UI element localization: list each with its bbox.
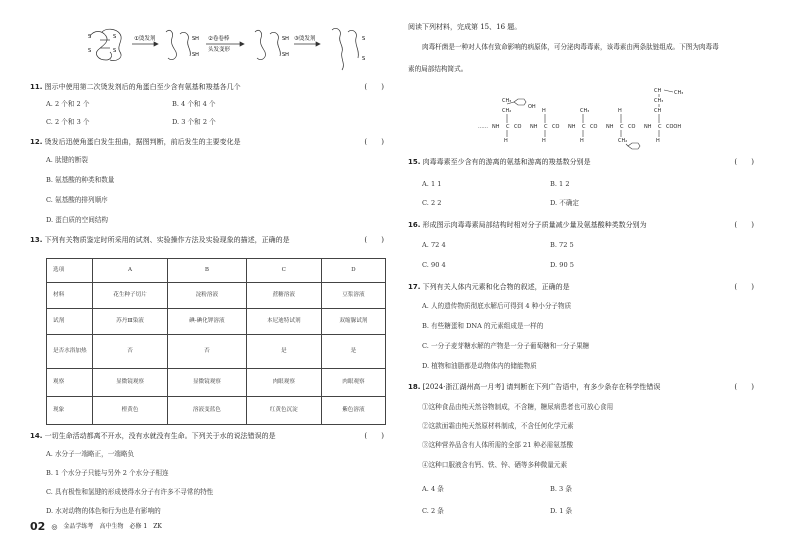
- question-text: 一切生命活动都离不开水，没有水就没有生命。下列关于水的说法错误的是: [44, 432, 276, 440]
- svg-text:NH: NH: [606, 124, 614, 130]
- svg-text:H: H: [580, 138, 584, 144]
- svg-text:CO: CO: [514, 124, 522, 130]
- step3-label: ③烫发剂: [294, 36, 316, 42]
- table-header-cell: B: [168, 259, 247, 283]
- page-footer: [30, 520, 162, 534]
- option-b[interactable]: B. 氨基酸的种类和数量: [46, 176, 115, 184]
- subject-label: 高中生物: [99, 523, 124, 531]
- table-cell: 观察: [47, 369, 93, 397]
- question-text: 图示中使用第二次烫发剂后的角蛋白至少含有氨基和羧基各几个: [44, 83, 241, 91]
- svg-text:CO: CO: [628, 124, 636, 130]
- table-header-cell: C: [246, 259, 321, 283]
- table-cell: 碘-碘化钾溶液: [168, 309, 247, 335]
- svg-text:C: C: [582, 124, 586, 130]
- svg-text:C: C: [658, 124, 662, 130]
- question-number: 15.: [408, 158, 421, 166]
- botulinum-structure-diagram: [478, 88, 748, 152]
- table-cell: 现象: [47, 397, 93, 425]
- svg-text:CH₂: CH₂: [618, 138, 628, 144]
- answer-bracket: ( ): [364, 236, 390, 244]
- step1-label: ①烫发剂: [134, 36, 156, 42]
- answer-bracket: ( ): [364, 138, 390, 146]
- table-cell: 淀粉溶液: [168, 283, 247, 309]
- s-label: S: [88, 34, 92, 40]
- table-cell: 橙黄色: [93, 397, 168, 425]
- svg-text:C: C: [620, 124, 624, 130]
- table-row: [47, 335, 386, 369]
- option-b[interactable]: B. 1 2: [550, 180, 570, 188]
- s-label: S: [362, 36, 366, 42]
- table-cell: 是: [246, 335, 321, 369]
- question-text: 肉毒毒素至少含有的游离的氨基和游离的羧基数分别是: [422, 158, 591, 166]
- option-c[interactable]: C. 具有极性和氢键的形成使得水分子有许多不寻常的特性: [46, 488, 214, 496]
- question-number: 14.: [30, 432, 43, 440]
- svg-text:NH: NH: [644, 124, 652, 130]
- table-cell: 苏丹Ⅲ染液: [93, 309, 168, 335]
- sh-label: SH: [192, 52, 199, 58]
- option-c[interactable]: C. 2 个和 3 个: [46, 118, 90, 126]
- logo-icon: ◎: [51, 522, 58, 531]
- passage-text: 素的局部结构简式。: [408, 65, 468, 73]
- option-d[interactable]: D. 3 个和 2 个: [172, 118, 216, 126]
- option-c[interactable]: C. 90 4: [422, 261, 446, 269]
- table-cell: 紫色溶液: [321, 397, 385, 425]
- option-b[interactable]: B. 72 5: [550, 241, 574, 249]
- hair-keratin-diagram: [80, 18, 380, 78]
- svg-text:CH₃: CH₃: [654, 98, 664, 104]
- option-a[interactable]: A. 72 4: [422, 241, 446, 249]
- svg-text:CH₃: CH₃: [580, 108, 590, 114]
- question-16: [408, 221, 758, 230]
- option-d[interactable]: D. 水对动物的体色和行为也是有影响的: [46, 507, 161, 515]
- option-c[interactable]: C. 2 2: [422, 199, 442, 207]
- step2-label: ②卷卷棒: [208, 36, 230, 42]
- svg-text:CH₃: CH₃: [502, 98, 512, 104]
- table-cell: 双缩脲试剂: [321, 309, 385, 335]
- answer-bracket: ( ): [734, 158, 760, 166]
- option-b[interactable]: B. 有些糖蛋和 DNA 的元素组成是一样的: [422, 322, 544, 330]
- question-number: 17.: [408, 283, 421, 291]
- table-cell: 否: [168, 335, 247, 369]
- statement-item: ④这种口服液含有钙、铁、锌、硒等多种微量元素: [422, 461, 568, 469]
- question-12: [30, 138, 390, 147]
- reading-intro: 阅读下列材料，完成第 15、16 题。: [408, 23, 522, 31]
- svg-text:CH₂: CH₂: [502, 108, 512, 114]
- option-c[interactable]: C. 氨基酸的排列顺序: [46, 196, 108, 204]
- table-cell: 肉眼观察: [321, 369, 385, 397]
- brand-name: 金品学练考: [63, 523, 94, 531]
- question-text: 形成图示肉毒毒素局部结构时相对分子质量减少量及氨基酸种类数分别为: [422, 221, 647, 229]
- question-number: 12.: [30, 138, 43, 146]
- table-header-cell: 选项: [47, 259, 93, 283]
- svg-text:H: H: [542, 108, 546, 114]
- question-text: 下列有关人体内元素和化合物的叙述，正确的是: [422, 283, 570, 291]
- svg-text:CH: CH: [654, 88, 662, 94]
- table-cell: 溶液变蓝色: [168, 397, 247, 425]
- table-header-cell: D: [321, 259, 385, 283]
- table-cell: 材料: [47, 283, 93, 309]
- passage-text: 肉毒杆菌是一种对人体有致命影响的病原体，可分泌肉毒毒素，该毒素由两条肽链组成。下图为肉毒毒: [422, 43, 719, 51]
- table-row: [47, 397, 386, 425]
- table-cell: 花生种子切片: [93, 283, 168, 309]
- svg-text:H: H: [542, 138, 546, 144]
- question-11: [30, 83, 390, 92]
- statement-item: ①这种食品由纯天然谷物制成，不含糖，糖尿病患者也可放心食用: [422, 403, 614, 411]
- answer-bracket: ( ): [364, 432, 390, 440]
- table-cell: 豆浆溶液: [321, 283, 385, 309]
- svg-text:C: C: [506, 124, 510, 130]
- version-label: ZK: [153, 523, 162, 531]
- svg-text:H: H: [656, 138, 660, 144]
- option-a[interactable]: A. 肽键的断裂: [46, 156, 88, 164]
- option-d[interactable]: D. 1 条: [550, 507, 573, 515]
- svg-text:H: H: [618, 108, 622, 114]
- statement-item: ③这种营养品含有人体所需的全部 21 种必需氨基酸: [422, 441, 574, 449]
- question-14: [30, 432, 390, 441]
- book-label: 必修 1: [129, 523, 148, 531]
- svg-text:CH: CH: [654, 108, 662, 114]
- option-d[interactable]: D. 90 5: [550, 261, 574, 269]
- option-d[interactable]: D. 蛋白质的空间结构: [46, 216, 108, 224]
- question-number: 16.: [408, 221, 421, 229]
- option-a[interactable]: A. 2 个和 2 个: [46, 100, 90, 108]
- sh-label: SH: [282, 36, 289, 42]
- table-cell: 显微镜观察: [168, 369, 247, 397]
- table-row: [47, 309, 386, 335]
- answer-bracket: ( ): [364, 83, 390, 91]
- table-row: [47, 283, 386, 309]
- page-number: 02: [30, 520, 46, 533]
- question-number: 13.: [30, 236, 43, 244]
- table-header-row: [47, 259, 386, 283]
- question-15: [408, 158, 758, 167]
- svg-text:NH: NH: [492, 124, 500, 130]
- option-a[interactable]: A. 1 1: [422, 180, 442, 188]
- option-a[interactable]: A. 4 条: [422, 485, 444, 493]
- answer-bracket: ( ): [734, 221, 760, 229]
- question-number: 18.: [408, 383, 421, 391]
- answer-bracket: ( ): [734, 383, 760, 391]
- question-18: [408, 383, 758, 392]
- step2-sub-label: 头发变形: [208, 47, 231, 53]
- option-a[interactable]: A. 人的遗传物质彻底水解后可得到 4 种小分子物质: [422, 302, 572, 310]
- svg-text:CO: CO: [552, 124, 560, 130]
- svg-text:NH: NH: [530, 124, 538, 130]
- option-c[interactable]: C. 2 条: [422, 507, 444, 515]
- option-b[interactable]: B. 1 个水分子只能与另外 2 个水分子相连: [46, 469, 169, 477]
- svg-text:……: ……: [478, 124, 488, 130]
- svg-text:H: H: [504, 138, 508, 144]
- option-d[interactable]: D. 不确定: [550, 199, 580, 207]
- svg-text:CH₃: CH₃: [674, 90, 684, 96]
- answer-bracket: ( ): [734, 283, 760, 291]
- option-a[interactable]: A. 水分子一端略正，一端略负: [46, 450, 135, 458]
- sh-label: SH: [192, 36, 199, 42]
- option-b[interactable]: B. 4 个和 4 个: [172, 100, 216, 108]
- option-c[interactable]: C. 一分子麦芽糖水解的产物是一分子葡萄糖和一分子果糖: [422, 342, 590, 350]
- reagent-table: [46, 258, 386, 425]
- question-text: 下列有关物质鉴定时所采用的试剂、实验操作方法及实验现象的描述，正确的是: [44, 236, 290, 244]
- option-b[interactable]: B. 3 条: [550, 485, 572, 493]
- s-label: S: [113, 48, 117, 54]
- svg-text:CO: CO: [590, 124, 598, 130]
- question-number: 11.: [30, 83, 43, 91]
- table-cell: 肉眼观察: [246, 369, 321, 397]
- table-cell: 蔗糖溶液: [246, 283, 321, 309]
- table-row: [47, 369, 386, 397]
- table-header-cell: A: [93, 259, 168, 283]
- question-17: [408, 283, 758, 292]
- s-label: S: [113, 34, 117, 40]
- question-text: 烫发后迅使角蛋白发生扭曲，据图判断，前后发生的主要变化是: [44, 138, 241, 146]
- question-13: [30, 236, 390, 245]
- svg-text:NH: NH: [568, 124, 576, 130]
- svg-text:COOH: COOH: [666, 124, 682, 130]
- option-d[interactable]: D. 植物和油脂都是动物体内的储能物质: [422, 362, 537, 370]
- sh-label: SH: [282, 52, 289, 58]
- question-text: [2024·浙江湖州高一月考] 请判断在下列广告语中，有多少条存在科学性错误: [422, 383, 661, 391]
- table-cell: 否: [93, 335, 168, 369]
- table-cell: 显微镜观察: [93, 369, 168, 397]
- table-cell: 是: [321, 335, 385, 369]
- table-cell: 红黄色沉淀: [246, 397, 321, 425]
- statement-item: ②这款面霜由纯天然原材料制成，不含任何化学元素: [422, 422, 574, 430]
- table-cell: 是否水浴加热: [47, 335, 93, 369]
- table-cell: 本尼迪特试剂: [246, 309, 321, 335]
- svg-text:OH: OH: [528, 104, 536, 110]
- s-label: S: [362, 56, 366, 62]
- s-label: S: [88, 48, 92, 54]
- table-cell: 试剂: [47, 309, 93, 335]
- svg-text:C: C: [544, 124, 548, 130]
